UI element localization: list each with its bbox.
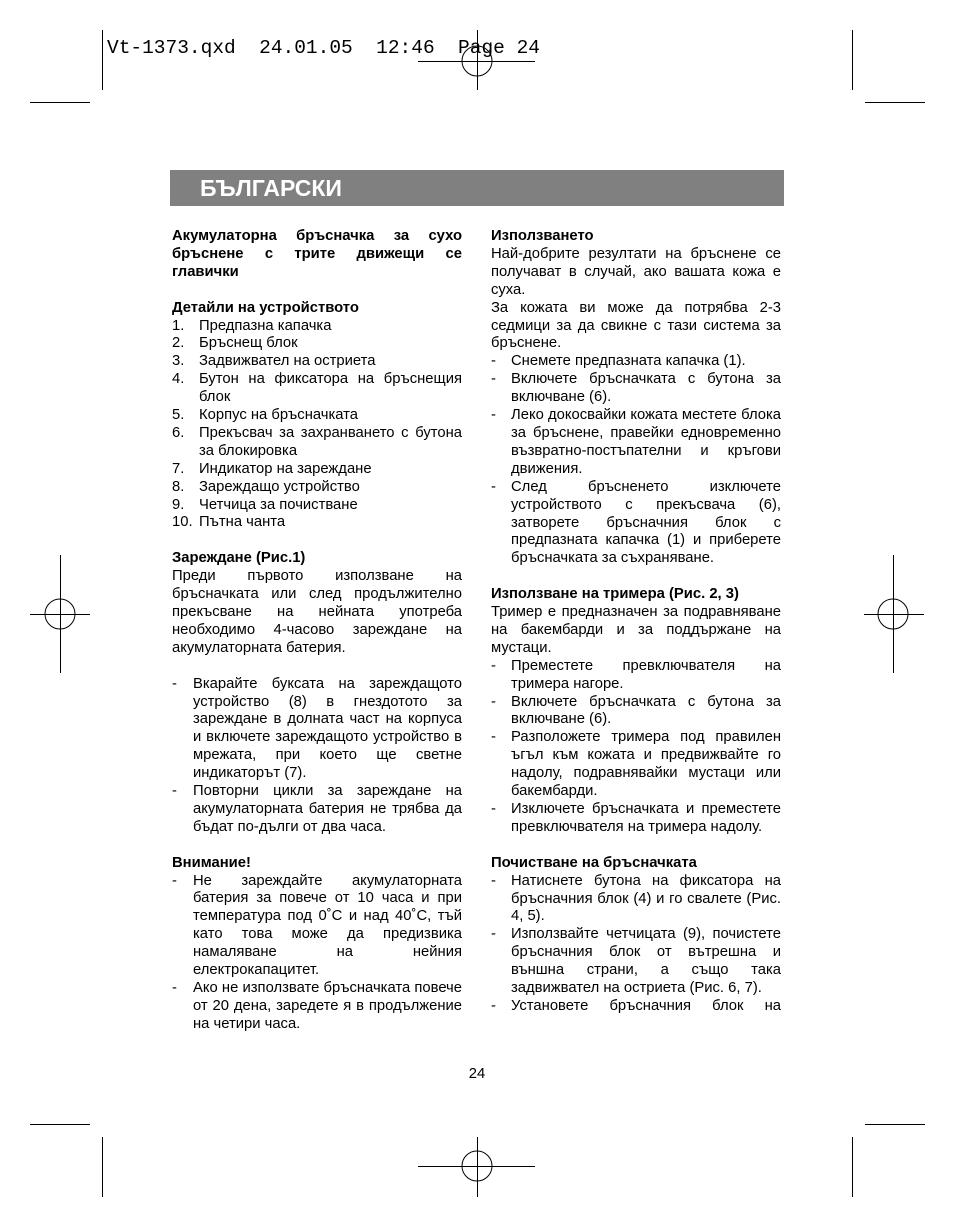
usage-paragraph: Най-добрите резултати на бръснене се получават в случай, ако вашата кожа е суха. <box>491 245 781 298</box>
details-heading: Детайли на устройството <box>172 299 359 316</box>
left-column <box>172 228 462 1034</box>
list-item <box>491 479 781 569</box>
item-text: Задвижвател на остриета <box>199 353 376 370</box>
item-number: 1. <box>172 317 185 334</box>
right-column <box>491 228 781 1016</box>
item-text: Изключете бръсначката и преместете превключвателя на тримера надолу. <box>511 800 781 835</box>
item-text: Снемете предпазната капачка (1). <box>511 353 746 370</box>
item-number: 9. <box>172 496 185 513</box>
item-text: Натиснете бутона на фиксатора на бръсначния блок (4) и го свалете (Рис. 4, 5). <box>511 872 781 925</box>
item-text: Пътна чанта <box>199 514 286 531</box>
list-item <box>172 479 462 497</box>
item-number: 4. <box>172 371 185 388</box>
list-item <box>172 676 462 783</box>
warning-section <box>172 855 462 1034</box>
item-text: Включете бръсначката с бутона за включване (6). <box>511 371 781 406</box>
item-number: 3. <box>172 353 185 370</box>
item-text: Предпазна капачка <box>199 317 332 334</box>
item-text: Установете бръсначния блок на <box>511 997 781 1014</box>
page-number: 24 <box>468 1066 486 1082</box>
banner-title: БЪЛГАРСКИ <box>200 175 342 201</box>
dash-bullet: - <box>491 800 496 817</box>
dash-bullet: - <box>491 371 496 388</box>
list-item <box>172 497 462 515</box>
registration-mark-right <box>864 555 924 673</box>
dash-bullet: - <box>491 353 496 370</box>
list-item <box>172 783 462 837</box>
charging-intro: Преди първото използване на бръсначката или след продължително прекъсване на нейната употреба необходимо 4-часово зареждане на акумулаторната батерия. <box>172 568 462 656</box>
trimmer-heading: Използване на тримера (Рис. 2, 3) <box>491 586 739 603</box>
list-item <box>172 371 462 407</box>
dash-bullet: - <box>491 478 496 495</box>
item-text: Прекъсвач за захранването с бутона за блокировка <box>199 424 462 459</box>
item-text: Преместете превключвателя на тримера нагоре. <box>511 657 781 692</box>
dash-bullet: - <box>172 675 177 692</box>
list-item <box>491 926 781 998</box>
details-section <box>172 300 462 533</box>
item-number: 6. <box>172 424 185 441</box>
list-item <box>172 873 462 980</box>
item-text: Леко докосвайки кожата местете блока за бръснене, правейки едновременно възвратно-постъпателни и кръгови движения. <box>511 407 781 477</box>
product-title: Акумулаторна бръсначка за сухо бръснене с трите движещи се главички <box>172 228 462 280</box>
cleaning-section <box>491 855 781 1016</box>
list-item <box>491 407 781 479</box>
list-item <box>491 729 781 801</box>
trimmer-intro: Тример е предназначен за подравняване на бакембарди и за поддържане на мустаци. <box>491 604 781 656</box>
dash-bullet: - <box>172 783 177 800</box>
dash-bullet: - <box>491 872 496 889</box>
list-item <box>172 461 462 479</box>
registration-mark-left <box>30 555 90 673</box>
item-number: 2. <box>172 335 185 352</box>
list-item <box>172 425 462 461</box>
dash-bullet: - <box>491 997 496 1014</box>
list-item <box>172 335 462 353</box>
registration-mark-bottom <box>418 1137 535 1197</box>
item-text: Бутон на фиксатора на бръснещия блок <box>199 371 462 406</box>
item-number: 5. <box>172 407 185 424</box>
crop-mark-top-right <box>853 30 926 103</box>
item-text: Не зареждайте акумулаторната батерия за повече от 10 часа и при температура под 0˚С и над 40˚С, тъй като това може да предизвика намаляване на нейния електрокапацитет. <box>193 872 462 979</box>
item-text: Бръснещ блок <box>199 335 298 352</box>
list-item <box>491 353 781 371</box>
dash-bullet: - <box>491 926 496 943</box>
list-item <box>491 873 781 927</box>
charging-heading: Зареждане (Рис.1) <box>172 550 306 567</box>
crop-mark-bottom-right <box>853 1125 926 1198</box>
trimmer-section <box>491 586 781 837</box>
list-item <box>172 318 462 336</box>
list-item <box>491 998 781 1016</box>
item-number: 7. <box>172 460 185 477</box>
cleaning-heading: Почистване на бръсначката <box>491 854 697 871</box>
crop-mark-bottom-left <box>30 1125 103 1198</box>
list-item <box>172 353 462 371</box>
list-item <box>172 514 462 532</box>
item-text: Корпус на бръсначката <box>199 407 359 424</box>
crop-mark-top-left <box>30 30 103 103</box>
item-number: 10. <box>172 514 193 531</box>
item-text: Вкарайте буксата на зареждащото устройство (8) в гнездотото за зареждане в долната част на корпуса и включете зареждащото устройство в мрежата, при което ще светне индикаторът (7). <box>193 675 462 782</box>
list-item <box>172 980 462 1034</box>
item-text: Ако не използвате бръсначката повече от 20 дена, заредете я в продължение на четири часа. <box>193 980 462 1032</box>
print-slug: Vt-1373.qxd 24.01.05 12:46 Page 24 <box>107 37 540 59</box>
item-text: Четчица за почистване <box>199 496 358 513</box>
dash-bullet: - <box>172 872 177 889</box>
list-item <box>491 658 781 694</box>
dash-bullet: - <box>491 407 496 424</box>
dash-bullet: - <box>491 693 496 710</box>
dash-bullet: - <box>491 657 496 674</box>
list-item <box>491 801 781 837</box>
warning-heading: Внимание! <box>172 854 251 871</box>
item-text: Включете бръсначката с бутона за включване (6). <box>511 693 781 728</box>
usage-section <box>491 228 781 568</box>
list-item <box>491 694 781 730</box>
usage-paragraph: За кожата ви може да потрябва 2-3 седмици за да свикне с тази система за бръснене. <box>491 299 781 352</box>
list-item <box>491 371 781 407</box>
item-text: Индикатор на зареждане <box>199 460 372 477</box>
item-text: След бръсненето изключете устройството с прекъсвача (6), затворете бръсначния блок с предпазната капачка (1) и приберете бръсначката за съхраняване. <box>511 478 781 567</box>
language-banner <box>170 170 784 206</box>
list-item <box>172 407 462 425</box>
usage-heading: Използването <box>491 228 594 244</box>
dash-bullet: - <box>491 729 496 746</box>
dash-bullet: - <box>172 980 177 996</box>
item-text: Зареждащо устройство <box>199 478 360 495</box>
item-text: Разположете тримера под правилен ъгъл към кожата и предвижвайте го надолу, подравнявайки мустаци или бакембарди. <box>511 729 781 800</box>
item-number: 8. <box>172 478 185 495</box>
charging-section <box>172 550 462 836</box>
item-text: Повторни цикли за зареждане на акумулаторната батерия не трябва да бъдат по-дълги от два часа. <box>193 783 462 835</box>
charging-steps <box>172 676 462 837</box>
item-text: Използвайте четчицата (9), почистете бръсначния блок от вътрешна и външна страни, а също така задвижвател на остриета (Рис. 6, 7). <box>511 926 781 997</box>
